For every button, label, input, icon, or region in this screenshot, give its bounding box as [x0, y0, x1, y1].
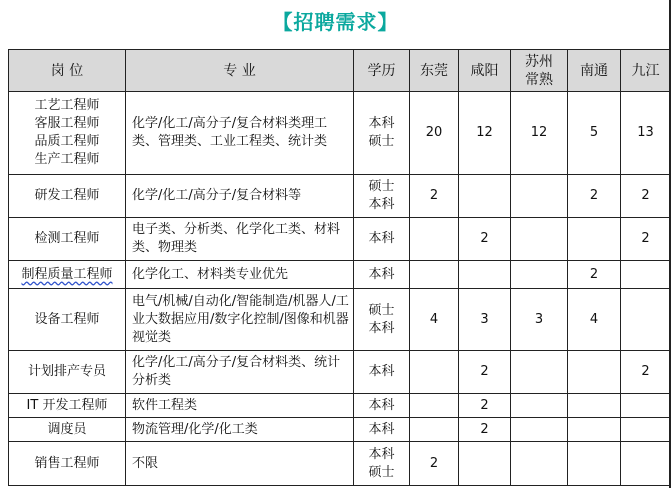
count-nantong: 5	[568, 92, 621, 175]
position-cell	[9, 351, 126, 394]
major-cell: 化学化工、材料类专业优先	[126, 261, 354, 289]
count-nantong	[568, 351, 621, 394]
major-cell: 化学/化工/高分子/复合材料等	[126, 175, 354, 218]
count-xianyang: 3	[459, 289, 511, 351]
table-row	[9, 418, 671, 442]
position-cell	[9, 175, 126, 218]
count-jiujiang	[621, 442, 671, 486]
education-cell	[354, 418, 410, 442]
count-dongguan: 4	[410, 289, 459, 351]
table-row	[9, 442, 671, 486]
education-value: 硕士	[368, 134, 395, 149]
position-name: 制程质量工程师	[21, 266, 113, 282]
position-name: 调度员	[47, 421, 87, 437]
position-name: IT 开发工程师	[26, 397, 108, 413]
education-value: 本科	[368, 266, 395, 282]
count-dongguan	[410, 418, 459, 442]
recruitment-table	[8, 49, 671, 486]
table-header-row	[9, 50, 671, 92]
count-xianyang: 2	[459, 394, 511, 418]
count-suzhou: 12	[511, 92, 568, 175]
education-value: 本科	[368, 116, 395, 131]
count-dongguan: 2	[410, 442, 459, 486]
column-header-position: 岗 位	[9, 50, 126, 92]
count-jiujiang	[621, 418, 671, 442]
count-jiujiang: 2	[621, 218, 671, 261]
count-jiujiang: 2	[621, 175, 671, 218]
column-header-suzhou	[511, 50, 568, 92]
position-name: 研发工程师	[34, 188, 100, 203]
education-cell	[354, 289, 410, 351]
position-name: 工艺工程师	[34, 98, 100, 113]
education-value: 本科	[368, 197, 395, 212]
page-title: 【招聘需求】	[272, 10, 399, 34]
education-value: 本科	[368, 397, 395, 413]
count-xianyang	[459, 175, 511, 218]
major-cell: 化学/化工/高分子/复合材料类理工类、管理类、工业工程类、统计类	[126, 92, 354, 175]
count-suzhou	[511, 442, 568, 486]
education-cell	[354, 394, 410, 418]
count-jiujiang	[621, 261, 671, 289]
count-suzhou	[511, 418, 568, 442]
education-cell	[354, 442, 410, 486]
position-cell	[9, 289, 126, 351]
table-row	[9, 261, 671, 289]
count-suzhou	[511, 218, 568, 261]
column-header-suzhou-line2: 常熟	[525, 71, 553, 88]
table-row	[9, 351, 671, 394]
count-suzhou: 3	[511, 289, 568, 351]
education-value: 硕士	[368, 302, 395, 318]
count-suzhou	[511, 394, 568, 418]
position-name: 生产工程师	[34, 152, 100, 167]
table-row	[9, 394, 671, 418]
education-value: 本科	[368, 364, 395, 379]
count-suzhou	[511, 351, 568, 394]
education-cell	[354, 92, 410, 175]
count-dongguan	[410, 218, 459, 261]
position-name: 设备工程师	[34, 311, 100, 327]
position-cell	[9, 92, 126, 175]
position-name: 品质工程师	[34, 134, 100, 149]
column-header-nantong: 南通	[568, 50, 621, 92]
count-dongguan: 2	[410, 175, 459, 218]
count-dongguan	[410, 261, 459, 289]
education-value: 本科	[368, 421, 395, 437]
education-cell	[354, 261, 410, 289]
count-nantong	[568, 218, 621, 261]
position-name: 计划排产专员	[27, 364, 106, 379]
education-value: 硕士	[368, 464, 395, 480]
education-cell	[354, 218, 410, 261]
count-nantong: 2	[568, 261, 621, 289]
column-header-xianyang: 咸阳	[459, 50, 511, 92]
major-cell: 电子类、分析类、化学化工类、材料类、物理类	[126, 218, 354, 261]
count-nantong	[568, 442, 621, 486]
table-row	[9, 175, 671, 218]
education-value: 本科	[368, 231, 395, 246]
education-value: 本科	[368, 446, 395, 462]
count-suzhou	[511, 261, 568, 289]
count-nantong	[568, 418, 621, 442]
major-cell: 电气/机械/自动化/智能制造/机器人/工业大数据应用/数字化控制/图像和机器视觉类	[126, 289, 354, 351]
count-nantong	[568, 394, 621, 418]
count-jiujiang: 2	[621, 351, 671, 394]
education-cell	[354, 351, 410, 394]
position-cell	[9, 394, 126, 418]
count-jiujiang	[621, 394, 671, 418]
count-dongguan	[410, 394, 459, 418]
major-cell: 软件工程类	[126, 394, 354, 418]
column-header-suzhou-line1: 苏州	[525, 53, 553, 70]
count-nantong: 2	[568, 175, 621, 218]
education-cell	[354, 175, 410, 218]
page-header	[0, 0, 671, 48]
position-cell	[9, 218, 126, 261]
count-nantong: 4	[568, 289, 621, 351]
count-dongguan: 20	[410, 92, 459, 175]
count-xianyang: 12	[459, 92, 511, 175]
position-name: 检测工程师	[34, 231, 100, 246]
education-value: 硕士	[368, 179, 395, 194]
table-row	[9, 92, 671, 175]
column-header-dongguan: 东莞	[410, 50, 459, 92]
position-name: 客服工程师	[34, 116, 100, 131]
count-xianyang: 2	[459, 351, 511, 394]
major-cell: 化学/化工/高分子/复合材料类、统计分析类	[126, 351, 354, 394]
table-row	[9, 218, 671, 261]
position-cell	[9, 442, 126, 486]
count-xianyang: 2	[459, 218, 511, 261]
count-xianyang	[459, 442, 511, 486]
major-cell: 不限	[126, 442, 354, 486]
position-cell	[9, 418, 126, 442]
column-header-education: 学历	[354, 50, 410, 92]
position-name: 销售工程师	[34, 455, 100, 471]
count-jiujiang	[621, 289, 671, 351]
count-jiujiang: 13	[621, 92, 671, 175]
count-suzhou	[511, 175, 568, 218]
position-cell	[9, 261, 126, 289]
column-header-major: 专 业	[126, 50, 354, 92]
count-xianyang	[459, 261, 511, 289]
table-row	[9, 289, 671, 351]
count-dongguan	[410, 351, 459, 394]
column-header-jiujiang: 九江	[621, 50, 671, 92]
major-cell: 物流管理/化学/化工类	[126, 418, 354, 442]
count-xianyang: 2	[459, 418, 511, 442]
education-value: 本科	[368, 320, 395, 336]
